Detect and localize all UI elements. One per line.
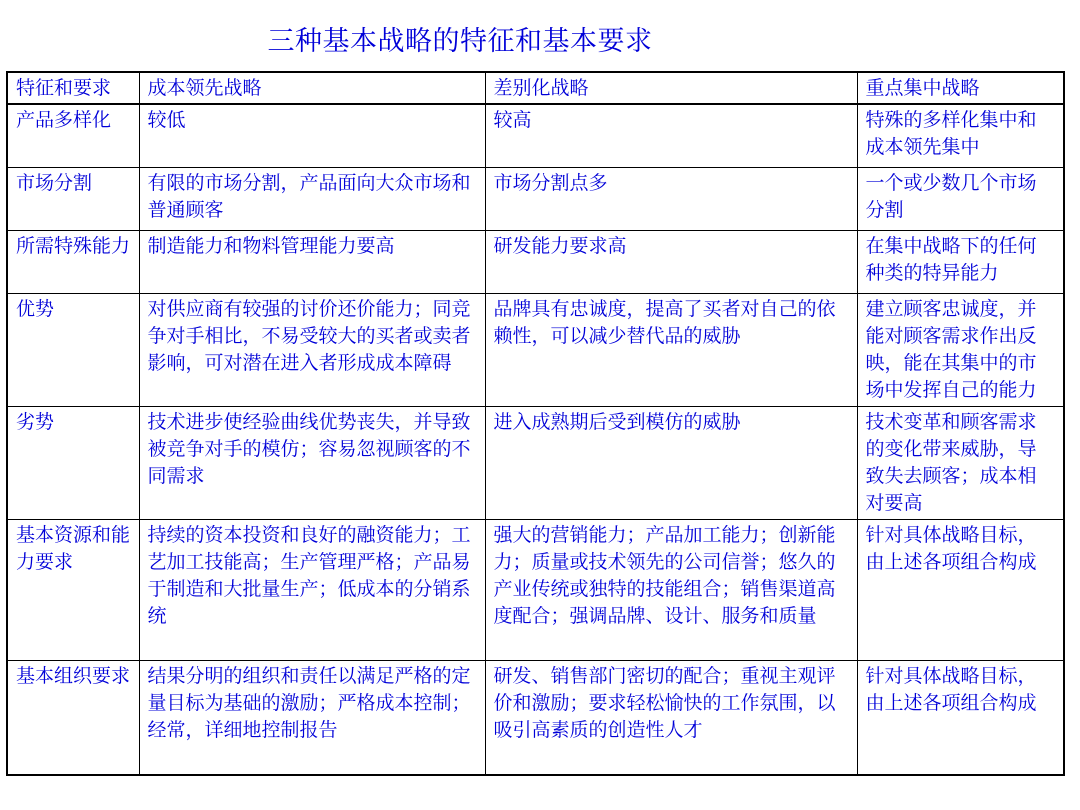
cost-leadership-cell: 持续的资本投资和良好的融资能力；工艺加工技能高；生产管理严格；产品易于制造和大批量生产；低成本的分销系统 [139, 519, 485, 660]
table-row-special-capabilities [7, 230, 1064, 293]
row-label: 基本组织要求 [7, 660, 139, 775]
table-row-disadvantages [7, 406, 1064, 519]
table-row-advantages [7, 293, 1064, 406]
differentiation-cell: 进入成熟期后受到模仿的威胁 [485, 406, 857, 519]
differentiation-cell: 研发、销售部门密切的配合；重视主观评价和激励；要求轻松愉快的工作氛围，以吸引高素质的创造性人才 [485, 660, 857, 775]
table-row-resources-capabilities [7, 519, 1064, 660]
differentiation-cell: 品牌具有忠诚度，提高了买者对自己的依赖性，可以减少替代品的威胁 [485, 293, 857, 406]
focus-cell: 特殊的多样化集中和成本领先集中 [857, 104, 1064, 167]
focus-cell: 针对具体战略目标，由上述各项组合构成 [857, 660, 1064, 775]
header-cell-focus: 重点集中战略 [857, 72, 1064, 104]
differentiation-cell: 研发能力要求高 [485, 230, 857, 293]
focus-cell: 建立顾客忠诚度，并能对顾客需求作出反映，能在其集中的市场中发挥自己的能力 [857, 293, 1064, 406]
differentiation-cell: 较高 [485, 104, 857, 167]
focus-cell: 在集中战略下的任何种类的特异能力 [857, 230, 1064, 293]
cost-leadership-cell: 对供应商有较强的讨价还价能力；同竞争对手相比，不易受较大的买者或卖者影响，可对潜在进入者形成成本障碍 [139, 293, 485, 406]
cost-leadership-cell: 较低 [139, 104, 485, 167]
cost-leadership-cell: 技术进步使经验曲线优势丧失，并导致被竞争对手的模仿；容易忽视顾客的不同需求 [139, 406, 485, 519]
table-row-product-diversity [7, 104, 1064, 167]
table-header-row [7, 72, 1064, 104]
header-cell-cost-leadership: 成本领先战略 [139, 72, 485, 104]
row-label: 所需特殊能力 [7, 230, 139, 293]
row-label: 优势 [7, 293, 139, 406]
row-label: 基本资源和能力要求 [7, 519, 139, 660]
strategy-comparison-table [6, 71, 1065, 776]
page-title: 三种基本战略的特征和基本要求 [267, 26, 653, 57]
row-label: 产品多样化 [7, 104, 139, 167]
cost-leadership-cell: 制造能力和物料管理能力要高 [139, 230, 485, 293]
cost-leadership-cell: 有限的市场分割，产品面向大众市场和普通顾客 [139, 167, 485, 230]
header-cell-differentiation: 差别化战略 [485, 72, 857, 104]
differentiation-cell: 强大的营销能力；产品加工能力；创新能力；质量或技术领先的公司信誉；悠久的产业传统或独特的技能组合；销售渠道高度配合；强调品牌、设计、服务和质量 [485, 519, 857, 660]
cost-leadership-cell: 结果分明的组织和责任以满足严格的定量目标为基础的激励；严格成本控制；经常，详细地控制报告 [139, 660, 485, 775]
focus-cell: 技术变革和顾客需求的变化带来威胁，导致失去顾客；成本相对要高 [857, 406, 1064, 519]
table-row-organization-requirements [7, 660, 1064, 775]
differentiation-cell: 市场分割点多 [485, 167, 857, 230]
focus-cell: 针对具体战略目标，由上述各项组合构成 [857, 519, 1064, 660]
row-label: 市场分割 [7, 167, 139, 230]
header-cell-feature: 特征和要求 [7, 72, 139, 104]
focus-cell: 一个或少数几个市场分割 [857, 167, 1064, 230]
row-label: 劣势 [7, 406, 139, 519]
table-row-market-segmentation [7, 167, 1064, 230]
